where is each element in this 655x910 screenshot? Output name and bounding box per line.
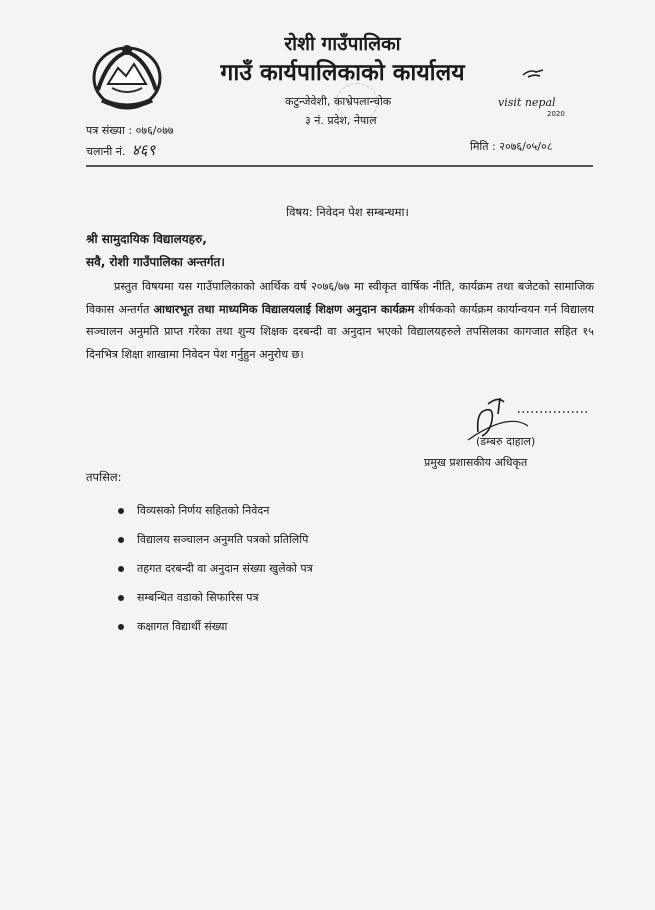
dispatch-number [86,140,155,160]
date-value: २०७६/०५/०८ [499,140,553,153]
date-label: मिति : [470,140,496,153]
bullet-icon [118,595,124,601]
office-name: गाउँ कार्यपालिकाको कार्यालय [220,60,465,86]
bullet-icon [118,566,124,572]
signatory-name: (डम्बरु दाहाल) [476,435,536,448]
body-text-part-2: शीर्षकको कार्यक्रम कार्यान्वयन गर्न विद्यालय सञ्चालन अनुमति प्राप्त गरेका तथा शुन्य शिक्षक दरबन्दी वा अनुदान भएको विद्यालयहरुले तपसिलका कागजात सहित १५ दिनभित्र शिक्षा शाखामा निवेदन पेश गर्नुहुन अनुरोध छ। [86,302,594,361]
bullet-icon [118,624,124,630]
address-line-1: कटुन्जेवेशी, काभ्रेपलान्चोक [285,95,392,108]
body-text-bold: आधारभूत तथा माध्यमिक विद्यालयलाई शिक्षण अनुदान कार्यक्रम [153,302,415,316]
body-text-part-1: प्रस्तुत विषयमा यस गाउँपालिकाको आर्थिक वर्ष २०७६/७७ मा स्वीकृत वार्षिक नीति, कार्यक्रम तथा बजेटको सामाजिक विकास अन्तर्गत [86,280,594,316]
annex-item-text: कक्षागत विद्यार्थी संख्या [137,619,228,633]
reference-value: ०७६/०७७ [135,124,174,137]
list-item [118,583,313,612]
annex-list [118,496,313,641]
letter-subject: विषय: निवेदन पेश सम्बन्धमा। [286,205,409,219]
pen-mark-icon [522,66,544,80]
signatory-title: प्रमुख प्रशासकीय अधिकृत [424,456,528,469]
bullet-icon [118,508,124,514]
list-item [118,554,313,583]
letter-body [86,276,594,366]
bullet-icon [118,537,124,543]
dispatch-label: चलानी नं. [86,145,126,158]
annex-item-text: तहगत दरबन्दी वा अनुदान संख्या खुलेको पत्र [137,561,313,575]
list-item [118,496,313,525]
visit-nepal-year: 2020 [547,110,565,118]
address-line-2: ३ नं. प्रदेश, नेपाल [305,114,377,127]
header-divider [86,165,593,167]
reference-label: पत्र संख्या : [86,124,133,137]
annex-item-text: विद्यालय सञ्चालन अनुमति पत्रको प्रतिलिपि [137,532,309,546]
reference-number [86,123,174,138]
dispatch-value: ४६९ [131,141,156,159]
letter-date [470,139,552,154]
annex-item-text: विव्यसको निर्णय सहितको निवेदन [137,503,270,517]
list-item [118,525,313,554]
list-item [118,612,313,641]
organization-name: रोशी गाउँपालिका [284,33,401,55]
annex-title: तपसिल: [86,470,122,484]
annex-item-text: सम्बन्धित वडाको सिफारिस पत्र [137,590,259,604]
addressee-line-1: श्री सामुदायिक विद्यालयहरु, [86,232,207,246]
addressee-line-2: सवै, रोशी गाउँपालिका अन्तर्गत। [86,255,225,269]
visit-nepal-logo: visit nepal [498,96,556,109]
